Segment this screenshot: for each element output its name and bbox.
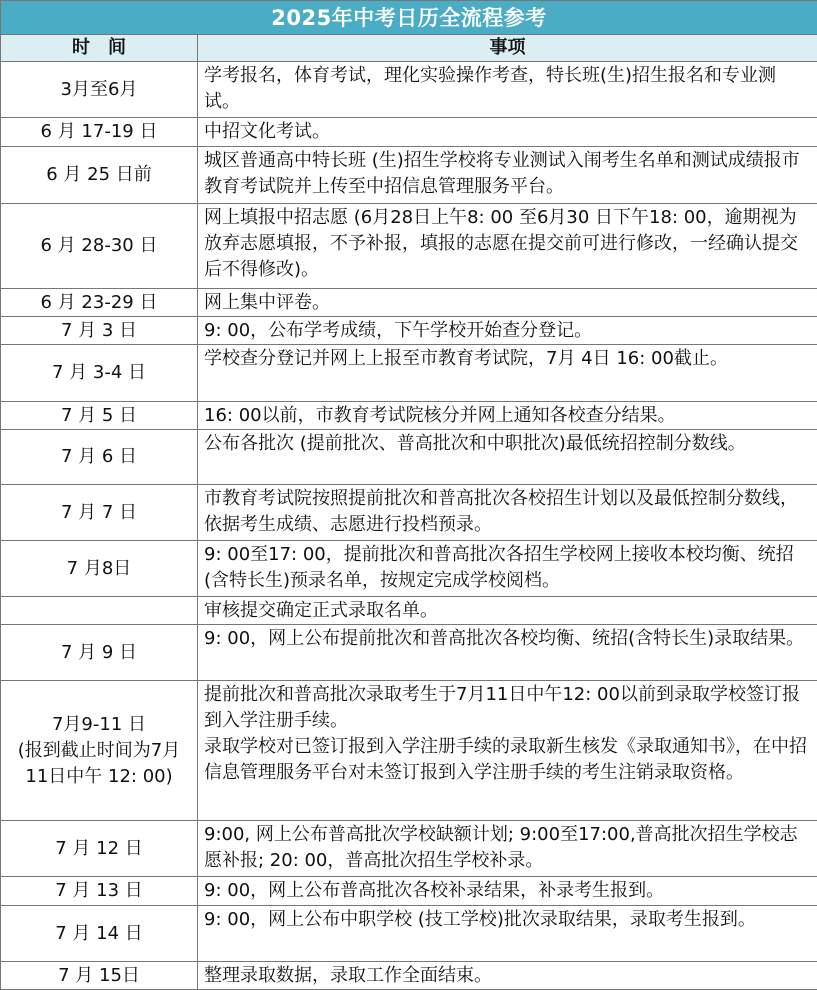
header-row — [1, 35, 817, 62]
table-row — [1, 118, 817, 147]
row-item: 9: 00，网上公布提前批次和普高批次各校均衡、统招(含特长生)录取结果。 — [198, 625, 817, 681]
row-item: 网上填报中招志愿 (6月28日上午8: 00 至6月30 日下午18: 00，逾期视为放弃志愿填报，不予补报，填报的志愿在提交前可进行修改，一经确认提交后不得修改)。 — [198, 204, 817, 289]
row-date: 7 月 13 日 — [1, 877, 198, 906]
row-item: 9: 00，网上公布中职学校 (技工学校)批次录取结果，录取考生报到。 — [198, 906, 817, 962]
header-time: 时 间 — [1, 35, 198, 62]
table-row — [1, 204, 817, 289]
row-item: 9: 00至17: 00，提前批次和普高批次各招生学校网上接收本校均衡、统招(含特长生)预录名单，按规定完成学校阅档。 — [198, 541, 817, 597]
table-row — [1, 597, 817, 625]
row-date: 7 月 14 日 — [1, 906, 198, 962]
table-row — [1, 402, 817, 430]
row-date: 6 月 28-30 日 — [1, 204, 198, 289]
row-item: 9: 00，公布学考成绩，下午学校开始查分登记。 — [198, 317, 817, 345]
table-row — [1, 317, 817, 345]
row-date: 7 月8日 — [1, 541, 198, 597]
table-row — [1, 289, 817, 317]
row-date: 7 月 7 日 — [1, 485, 198, 541]
row-date: 7 月 5 日 — [1, 402, 198, 430]
table-row — [1, 877, 817, 906]
row-date: 7月9-11 日 (报到截止时间为7月11日中午 12: 00) — [1, 681, 198, 821]
row-date: 6 月 17-19 日 — [1, 118, 198, 147]
table-row — [1, 345, 817, 402]
row-date: 7 月 9 日 — [1, 625, 198, 681]
row-date: 7 月 6 日 — [1, 430, 198, 485]
table-row — [1, 962, 817, 990]
row-date: 6 月 23-29 日 — [1, 289, 198, 317]
row-date: 7 月 12 日 — [1, 821, 198, 877]
table-row — [1, 485, 817, 541]
row-item: 城区普通高中特长班 (生)招生学校将专业测试入闱考生名单和测试成绩报市教育考试院并上传至中招信息管理服务平台。 — [198, 147, 817, 204]
row-item: 网上集中评卷。 — [198, 289, 817, 317]
table-row — [1, 681, 817, 821]
row-date: 3月至6月 — [1, 62, 198, 118]
row-item: 中招文化考试。 — [198, 118, 817, 147]
row-item: 市教育考试院按照提前批次和普高批次各校招生计划以及最低控制分数线，依据考生成绩、志愿进行投档预录。 — [198, 485, 817, 541]
row-date — [1, 597, 198, 625]
table-row — [1, 62, 817, 118]
row-item: 9:00, 网上公布普高批次学校缺额计划; 9:00至17:00,普高批次招生学校志愿补报; 20: 00，普高批次招生学校补录。 — [198, 821, 817, 877]
row-date: 6 月 25 日前 — [1, 147, 198, 204]
header-item: 事项 — [198, 35, 817, 62]
table-row — [1, 821, 817, 877]
row-item: 整理录取数据，录取工作全面结束。 — [198, 962, 817, 990]
row-item: 公布各批次 (提前批次、普高批次和中职批次)最低统招控制分数线。 — [198, 430, 817, 485]
row-item: 学考报名，体育考试，理化实验操作考查，特长班(生)招生报名和专业测试。 — [198, 62, 817, 118]
row-item: 学校查分登记并网上上报至市教育考试院，7月 4日 16: 00截止。 — [198, 345, 817, 402]
title-row — [1, 1, 817, 35]
table-row — [1, 625, 817, 681]
table-row — [1, 147, 817, 204]
table-row — [1, 541, 817, 597]
row-item: 16: 00以前，市教育考试院核分并网上通知各校查分结果。 — [198, 402, 817, 430]
row-date: 7 月 15日 — [1, 962, 198, 990]
table-title: 2025年中考日历全流程参考 — [1, 1, 817, 35]
table-row — [1, 906, 817, 962]
row-item: 9: 00，网上公布普高批次各校补录结果，补录考生报到。 — [198, 877, 817, 906]
row-date: 7 月 3 日 — [1, 317, 198, 345]
table-row — [1, 430, 817, 485]
row-item: 提前批次和普高批次录取考生于7月11日中午12: 00以前到录取学校签订报到入学注册手续。 录取学校对已签订报到入学注册手续的录取新生核发《录取通知书》，在中招信息管理服务平台对未签订报到入学注册手续的考生注销录取资格。 — [198, 681, 817, 821]
row-date: 7 月 3-4 日 — [1, 345, 198, 402]
row-item: 审核提交确定正式录取名单。 — [198, 597, 817, 625]
